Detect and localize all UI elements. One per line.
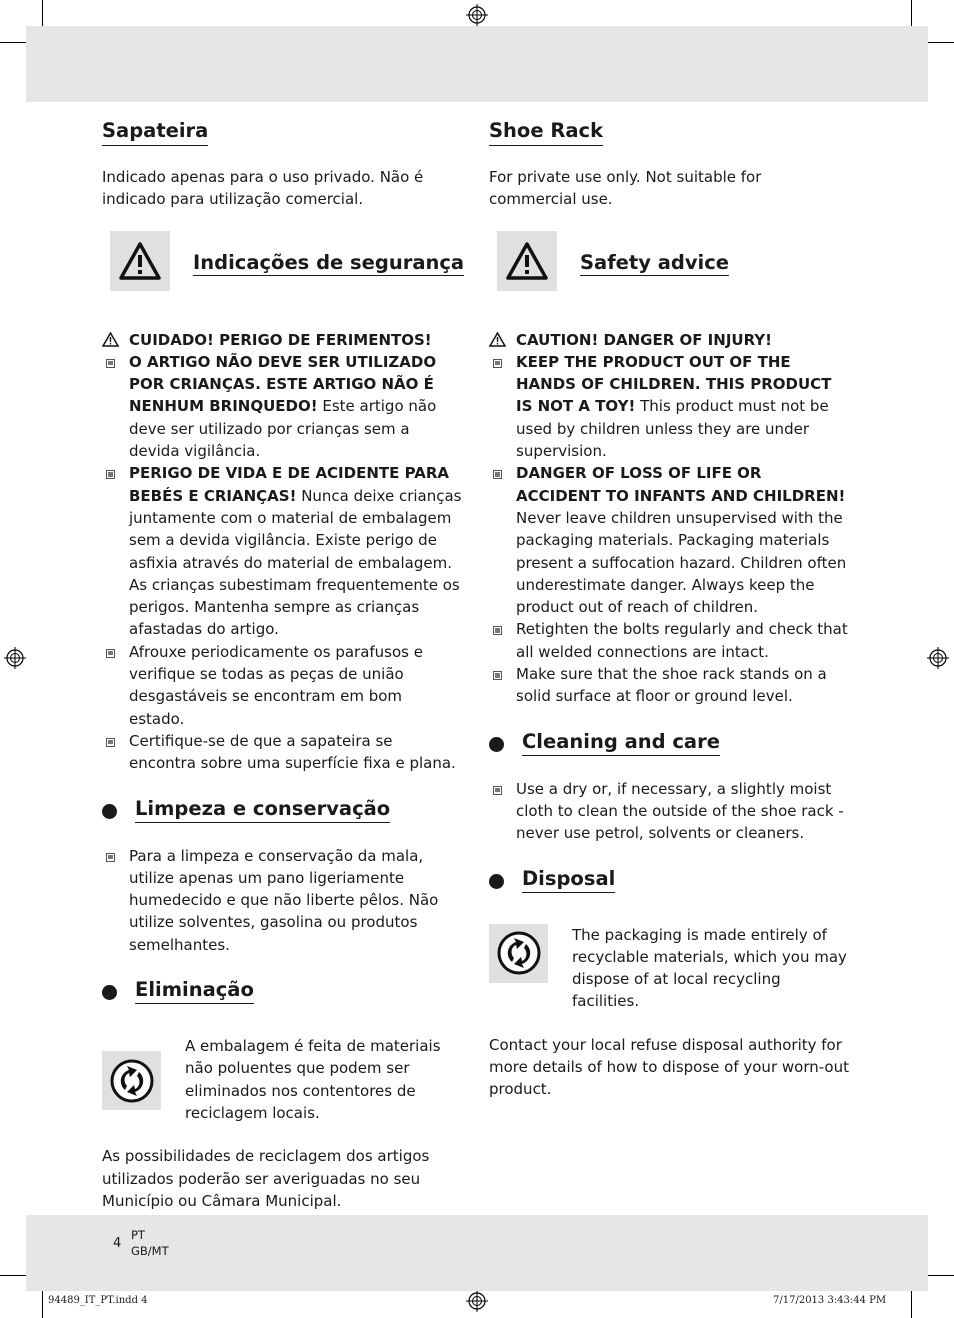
list-item [102, 641, 462, 730]
language-code: GB/MT [131, 1243, 169, 1258]
item-text: Use a dry or, if necessary, a slightly moist cloth to clean the outside of the shoe rack - never use petrol, solvents or cleaners. [516, 779, 844, 843]
warning-triangle-icon [102, 332, 119, 347]
green-dot-recycling-icon [102, 1051, 161, 1110]
disposal-block [489, 924, 849, 1013]
column-english [489, 118, 849, 1101]
registration-mark-icon [466, 4, 488, 26]
cleaning-list [102, 845, 462, 956]
disposal-heading: Disposal [522, 866, 615, 893]
disposal-text: The packaging is made entirely of recyclable materials, which you may dispose of at local recycling facilities. [572, 925, 847, 1011]
intro-text: For private use only. Not suitable for commercial use. [489, 168, 762, 209]
disposal-block [102, 1035, 462, 1124]
page-number: 4 [113, 1236, 122, 1251]
list-item [489, 663, 849, 708]
list-item [489, 618, 849, 663]
item-text: This product must not be used by children unless they are under supervision. [516, 397, 829, 461]
cleaning-heading: Limpeza e conservação [135, 796, 390, 823]
item-text: Para a limpeza e conservação da mala, utilize apenas um pano ligeriamente humedecido e que não liberte pêlos. Não utilize solventes, gasolina ou produtos semelhantes. [129, 846, 439, 954]
item-bold: DANGER OF LOSS OF LIFE OR ACCIDENT TO INFANTS AND CHILDREN! [516, 464, 846, 505]
square-bullet-icon [493, 671, 502, 680]
cleaning-heading-row [102, 796, 462, 826]
item-bold: PERIGO DE VIDA E DE ACIDENTE PARA BEBÉS E CRIANÇAS! [129, 464, 449, 505]
item-bold: O ARTIGO NÃO DEVE SER UTILIZADO POR CRIANÇAS. ESTE ARTIGO NÃO É NENHUM BRINQUEDO! [129, 352, 437, 416]
warning-triangle-icon [497, 231, 557, 291]
list-item [102, 730, 462, 775]
print-slug-date: 7/17/2013 3:43:44 PM [773, 1295, 887, 1306]
square-bullet-icon [106, 470, 115, 479]
safety-list [489, 329, 849, 708]
safety-heading: Safety advice [580, 250, 730, 274]
item-text: Afrouxe periodicamente os parafusos e verifique se todas as peças de união desgastáveis se encontram em bom estado. [129, 642, 423, 728]
square-bullet-icon [106, 738, 115, 747]
item-text: Make sure that the shoe rack stands on a solid surface at floor or ground level. [516, 665, 827, 706]
item-text: Este artigo não deve ser utilizado por crianças sem a devida vigilância. [129, 397, 437, 461]
language-code: PT [131, 1228, 145, 1242]
item-text: Retighten the bolts regularly and check that all welded connections are intact. [516, 620, 848, 661]
header-band [26, 26, 928, 102]
list-item [102, 462, 462, 640]
safety-list [102, 329, 462, 775]
registration-mark-icon [4, 647, 26, 669]
registration-mark-icon [466, 1290, 488, 1312]
disposal-heading-row [489, 866, 849, 896]
disposal-heading: Eliminação [135, 977, 254, 1004]
disposal-more-text: As possibilidades de reciclagem dos artigos utilizados poderão ser averiguadas no seu Município ou Câmara Municipal. [102, 1147, 430, 1210]
disposal-more-text: Contact your local refuse disposal authority for more details of how to dispose of your worn-out product. [489, 1035, 849, 1099]
intro-text: Indicado apenas para o uso privado. Não é indicado para utilização comercial. [102, 168, 424, 209]
language-codes [131, 1228, 169, 1259]
caution-text: CUIDADO! PERIGO DE FERIMENTOS! [129, 330, 432, 349]
caution-line [102, 329, 462, 351]
cleaning-heading-row [489, 729, 849, 759]
list-item [489, 778, 849, 845]
list-item [489, 351, 849, 462]
cleaning-list [489, 778, 849, 845]
green-dot-recycling-icon [489, 924, 548, 983]
warning-triangle-icon [489, 332, 506, 347]
safety-heading-row [489, 231, 849, 291]
square-bullet-icon [493, 359, 502, 368]
section-title: Sapateira [102, 118, 208, 146]
square-bullet-icon [106, 649, 115, 658]
section-title: Shoe Rack [489, 118, 603, 146]
caution-text: CAUTION! DANGER OF INJURY! [516, 330, 773, 349]
square-bullet-icon [493, 626, 502, 635]
column-portuguese [102, 118, 465, 1212]
print-slug-file: 94489_IT_PT.indd 4 [48, 1295, 148, 1306]
item-text: Certifique-se de que a sapateira se encontra sobre uma superfície fixa e plana. [129, 731, 456, 773]
safety-heading: Indicações de segurança [193, 250, 465, 274]
safety-heading-row [102, 231, 465, 291]
square-bullet-icon [106, 359, 115, 368]
item-bold: KEEP THE PRODUCT OUT OF THE HANDS OF CHILDREN. THIS PRODUCT IS NOT A TOY! [516, 352, 832, 416]
square-bullet-icon [106, 853, 115, 862]
cleaning-heading: Cleaning and care [522, 729, 720, 756]
warning-triangle-icon [110, 231, 170, 291]
registration-mark-icon [927, 647, 949, 669]
bullet-dot-icon [102, 985, 117, 1000]
caution-line [489, 329, 849, 351]
disposal-text: A embalagem é feita de materiais não poluentes que podem ser eliminados nos contentores de reciclagem locais. [185, 1037, 441, 1122]
bullet-dot-icon [489, 737, 504, 752]
square-bullet-icon [493, 470, 502, 479]
item-text: Never leave children unsupervised with the packaging materials. Packaging materials present a suffocation hazard. Children often underestimate danger. Always keep the product out of reach of children. [516, 508, 847, 617]
list-item [102, 351, 462, 462]
list-item [102, 845, 462, 956]
bullet-dot-icon [102, 804, 117, 819]
list-item [489, 462, 849, 618]
bullet-dot-icon [489, 874, 504, 889]
item-text: Nunca deixe crianças juntamente com o material de embalagem sem a devida vigilância. Existe perigo de asfixia através do material de embalagem. As crianças subestimam frequentemente os perigos. Mantenha sempre as crianças afastadas do artigo. [129, 486, 462, 639]
disposal-heading-row [102, 977, 462, 1007]
square-bullet-icon [493, 786, 502, 795]
